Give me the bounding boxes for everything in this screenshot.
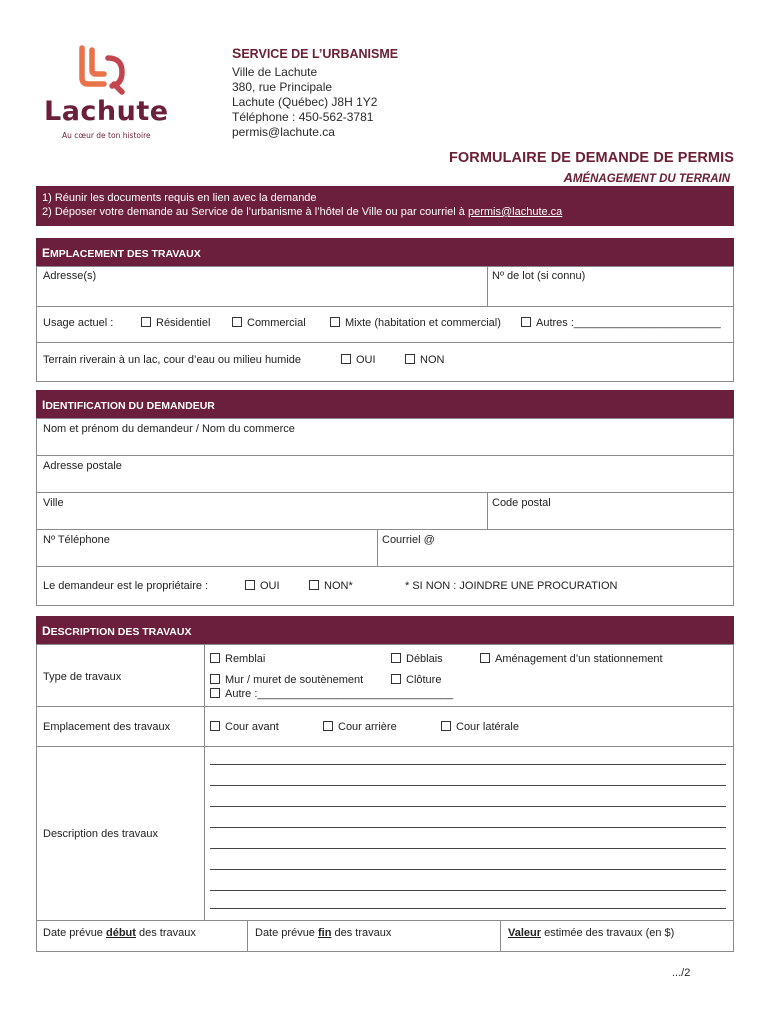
location-back-yard-checkbox[interactable]: Cour arrière [323,721,397,733]
description-label: Description des travaux [43,828,158,840]
type-backfill-checkbox[interactable]: Remblai [210,653,265,665]
phone-label[interactable]: Nº Téléphone [43,534,110,546]
postal-code-label[interactable]: Code postal [492,497,551,509]
applicant-name-label[interactable]: Nom et prénom du demandeur / Nom du commerce [43,423,295,435]
description-line[interactable] [210,908,726,909]
description-line[interactable] [210,785,726,786]
location-front-yard-checkbox[interactable]: Cour avant [210,721,279,733]
description-line[interactable] [210,869,726,870]
type-fence-checkbox[interactable]: Clôture [391,674,441,686]
email-label[interactable]: Courriel @ [382,534,435,546]
riverside-label: Terrain riverain à un lac, cour d’eau ou milieu humide [43,354,302,366]
address-line: Ville de Lachute [232,65,318,79]
riverside-yes-checkbox[interactable]: OUI [341,354,376,366]
page-marker: .../2 [672,967,691,979]
end-date-label[interactable]: Date prévue fin des travaux [255,927,392,939]
description-line[interactable] [210,827,726,828]
usage-label: Usage actuel : [43,317,114,329]
logo-tagline: Au cœur de ton histoire [62,131,151,140]
riverside-no-checkbox[interactable]: NON [405,354,444,366]
instruction-2: 2) Déposer votre demande au Service de l’urbanisme à l’hôtel de Ville ou par courriel à permis@lachute.ca [42,206,563,218]
email-link[interactable]: permis@lachute.ca [467,206,563,218]
description-line[interactable] [210,806,726,807]
address-line: Lachute (Québec) J8H 1Y2 [232,95,378,109]
description-line[interactable] [210,890,726,891]
form-subtitle: AMÉNAGEMENT DU TERRAIN [563,170,730,185]
description-line[interactable] [210,764,726,765]
type-parking-checkbox[interactable]: Aménagement d’un stationnement [480,653,663,665]
usage-other-checkbox[interactable]: Autres :________________________ [521,317,721,329]
type-retaining-wall-checkbox[interactable]: Mur / muret de soutènement [210,674,363,686]
owner-no-checkbox[interactable]: NON* [309,580,353,592]
service-address-block [232,46,398,140]
instructions-banner [36,186,734,226]
logo-wordmark: Lachute [44,96,169,127]
service-title: SERVICE DE L’URBANISME [232,45,399,61]
location-side-yard-checkbox[interactable]: Cour latérale [441,721,519,733]
section-header-location: EMPLACEMENT DES TRAVAUX [36,238,734,266]
work-location-label: Emplacement des travaux [43,721,171,733]
description-line[interactable] [210,848,726,849]
address-field-label[interactable]: Adresse(s) [43,270,97,282]
owner-yes-checkbox[interactable]: OUI [245,580,280,592]
instruction-1: 1) Réunir les documents requis en lien avec la demande [42,192,317,204]
section-header-description: DESCRIPTION DES TRAVAUX [36,616,734,644]
applicant-section-box [36,418,734,606]
postal-address-label[interactable]: Adresse postale [43,460,122,472]
type-other-checkbox[interactable]: Autre :________________________________ [210,688,453,700]
estimated-value-label[interactable]: Valeur estimée des travaux (en $) [508,927,675,939]
phone-line: Téléphone : 450-562-3781 [232,110,374,124]
lot-field-label[interactable]: Nº de lot (si connu) [492,270,586,282]
owner-label: Le demandeur est le propriétaire : [43,580,209,592]
form-title: FORMULAIRE DE DEMANDE DE PERMIS [448,150,734,166]
usage-mixed-checkbox[interactable]: Mixte (habitation et commercial) [330,317,501,329]
owner-note: * SI NON : JOINDRE UNE PROCURATION [405,580,618,592]
usage-commercial-checkbox[interactable]: Commercial [232,317,306,329]
lachute-logo-icon [78,44,130,96]
email-line: permis@lachute.ca [232,125,335,139]
type-excavation-checkbox[interactable]: Déblais [391,653,443,665]
work-type-label: Type de travaux [43,671,122,683]
section-header-applicant: IDENTIFICATION DU DEMANDEUR [36,390,734,418]
address-line: 380, rue Principale [232,80,333,94]
city-label[interactable]: Ville [43,497,64,509]
usage-residential-checkbox[interactable]: Résidentiel [141,317,210,329]
start-date-label[interactable]: Date prévue début des travaux [43,927,196,939]
